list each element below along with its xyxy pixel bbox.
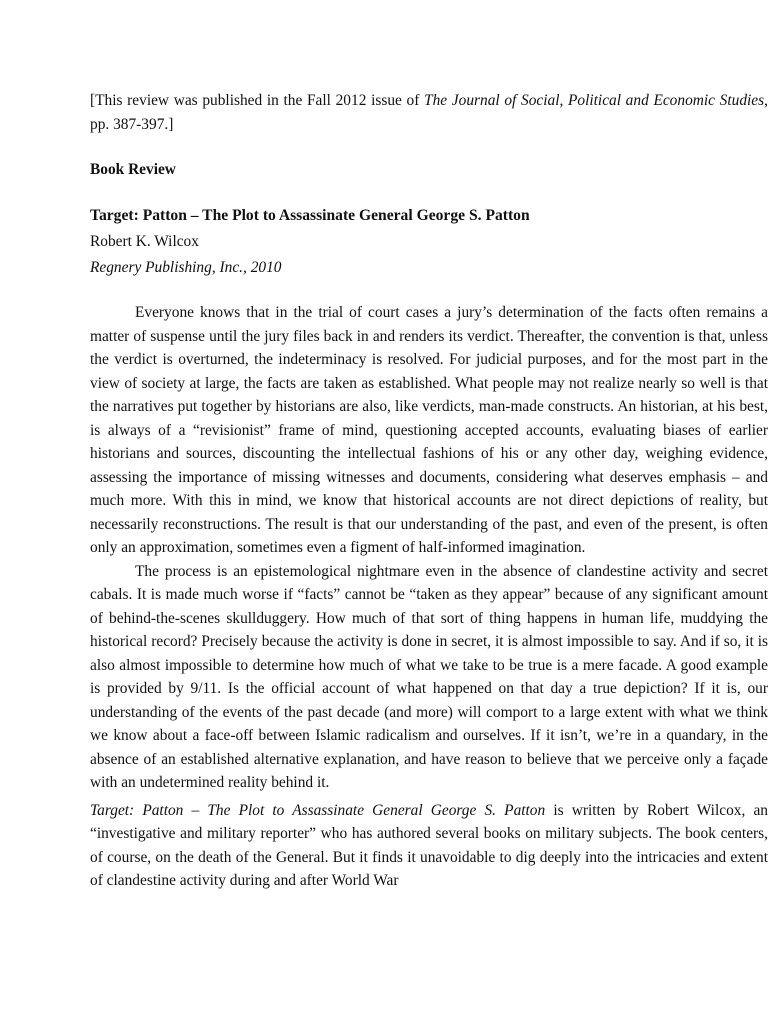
body-paragraph-3 xyxy=(90,799,768,893)
journal-name: The Journal of Social, Political and Economic Studies xyxy=(424,92,765,109)
publication-note-suffix: , pp. 387-397.] xyxy=(90,92,768,133)
body-paragraph-1: Everyone knows that in the trial of court cases a jury’s determination of the facts often remains a matter of suspense until the jury files back in and renders its verdict. Thereafter, the convention is that, unless the verdict is overturned, the indeterminacy is resolved. For judicial purposes, and for the most part in the view of society at large, the facts are taken as established. What people may not realize nearly so well is that the narratives put together by historians are also, like verdicts, man-made constructs. An historian, at his best, is always of a “revisionist” frame of mind, questioning accepted accounts, evaluating biases of earlier historians and sources, discounting the intellectual fashions of his or any other day, weighing evidence, assessing the importance of missing witnesses and documents, considering what deserves emphasis – and much more. With this in mind, we know that historical accounts are not direct depictions of reality, but necessarily reconstructions. The result is that our understanding of the past, and even of the present, is often only an approximation, sometimes even a figment of half-informed imagination. xyxy=(90,304,768,556)
section-title: Book Review xyxy=(90,161,176,178)
body-paragraph-2: The process is an epistemological nightmare even in the absence of clandestine activity and secret cabals. It is made much worse if “facts” cannot be “taken as they appear” because of any significant amount of behind-the-scenes skullduggery. How much of that sort of thing happens in human life, muddying the historical record? Precisely because the activity is done in secret, it is almost impossible to say. And if so, it is also almost impossible to determine how much of what we take to be true is a mere facade. A good example is provided by 9/11. Is the official account of what happened on that day a true depiction? If it is, our understanding of the events of the past decade (and more) will comport to a large extent with what we think we know about a face-off between Islamic radicalism and ourselves. If it isn’t, we’re in a quandary, in the absence of an established alternative explanation, and have reason to believe that we perceive only a façade with an undetermined reality behind it. xyxy=(90,562,768,791)
book-author: Robert K. Wilcox xyxy=(90,233,199,250)
body-paragraph-3-text: is written by Robert Wilcox, an “investigative and military reporter” who has authored several books on military subjects. The book centers, of course, on the death of the General. But it finds it unavoidable to dig deeply into the intricacies and extent of clandestine activity during and after World War xyxy=(90,801,768,889)
book-publisher: Regnery Publishing, Inc., 2010 xyxy=(90,258,282,276)
book-title: Target: Patton – The Plot to Assassinate General George S. Patton xyxy=(90,206,530,224)
publication-note xyxy=(90,0,768,136)
publication-note-prefix: [This review was published in the Fall 2012 issue of xyxy=(90,92,425,109)
text-column xyxy=(90,0,768,893)
book-title-reference: Target: Patton – The Plot to Assassinate General George S. Patton xyxy=(90,801,546,819)
